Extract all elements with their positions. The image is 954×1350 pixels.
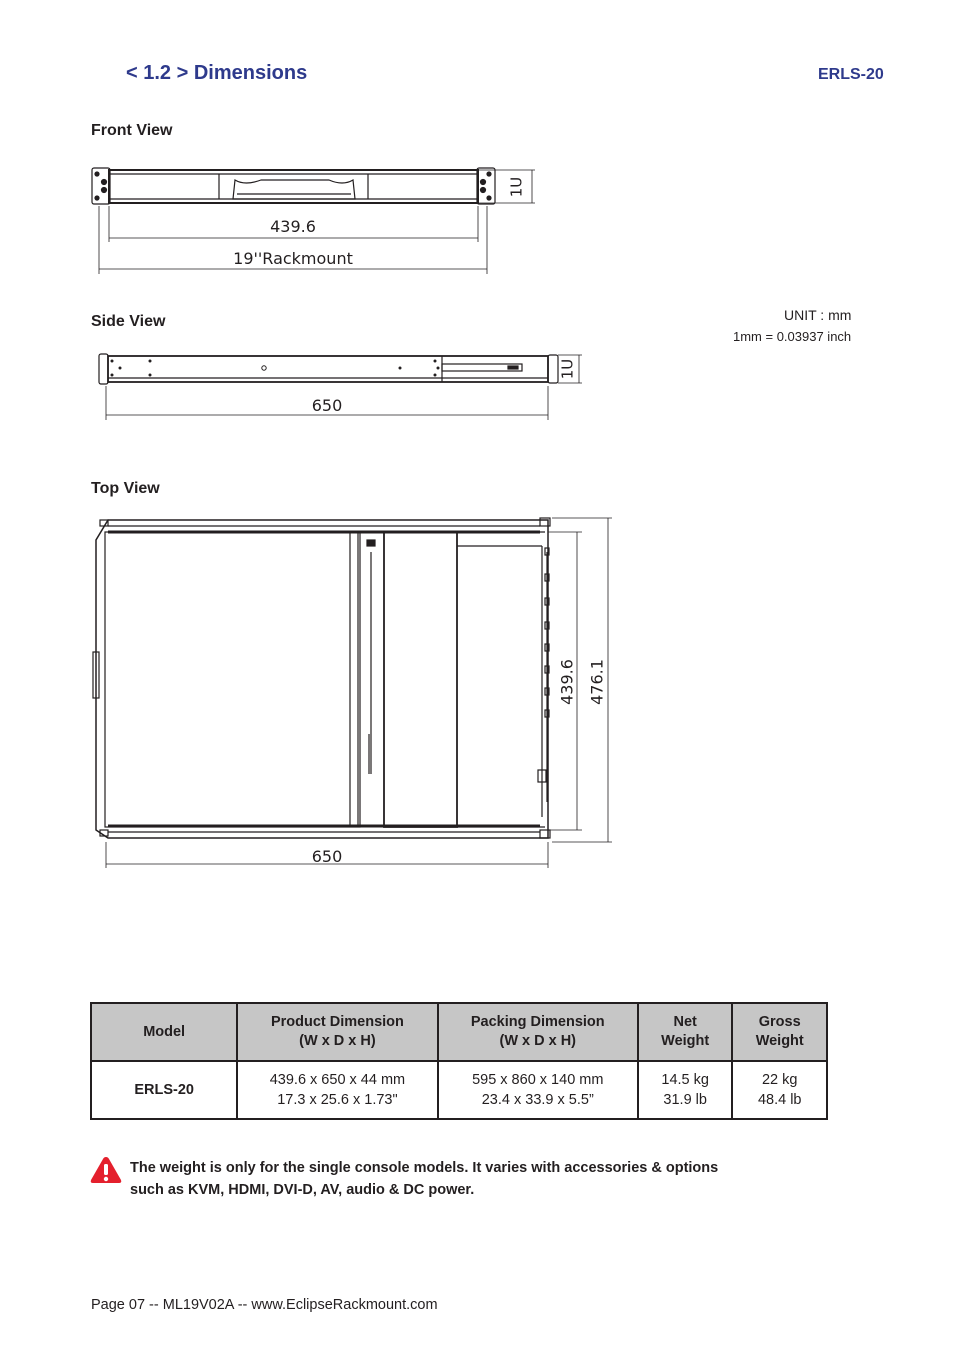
cell-model: ERLS-20 (91, 1061, 237, 1119)
front-view-drawing (85, 160, 550, 278)
side-view-label: Side View (91, 313, 166, 330)
cell-product-dimension: 439.6 x 650 x 44 mm 17.3 x 25.6 x 1.73" (237, 1061, 437, 1119)
top-lcd-panel (105, 532, 360, 827)
front-right-ear (477, 168, 495, 204)
warning-icon (90, 1155, 122, 1185)
front-view-label: Front View (91, 122, 173, 139)
cell-packing-dimension: 595 x 860 x 140 mm 23.4 x 33.9 x 5.5” (438, 1061, 638, 1119)
top-dim-depth: 650 (311, 847, 343, 866)
top-body (96, 520, 548, 838)
side-view-drawing (90, 348, 590, 423)
model-tag: ERLS-20 (818, 66, 884, 83)
top-keyboard (384, 532, 457, 827)
top-view-drawing (90, 512, 620, 877)
header-packing-dimension: Packing Dimension (W x D x H) (438, 1003, 638, 1061)
weight-note (130, 1157, 830, 1201)
header-model: Model (91, 1003, 237, 1061)
side-dim-depth: 650 (311, 396, 343, 415)
page-footer: Page 07 -- ML19V02A -- www.EclipseRackmount.com (91, 1297, 438, 1313)
cell-gross-weight: 22 kg 48.4 lb (732, 1061, 827, 1119)
header-product-dimension: Product Dimension (W x D x H) (237, 1003, 437, 1061)
table-row (91, 1061, 827, 1119)
front-dim-height: 1U (507, 176, 526, 198)
front-body (109, 170, 478, 203)
top-dim-outer: 476.1 (587, 659, 607, 705)
top-dim-inner: 439.6 (557, 659, 577, 705)
spec-table (90, 1002, 828, 1120)
section-title: < 1.2 > Dimensions (126, 62, 308, 84)
header-gross-weight: Gross Weight (732, 1003, 827, 1061)
side-dim-height: 1U (558, 358, 577, 380)
table-header-row (91, 1003, 827, 1061)
cell-net-weight: 14.5 kg 31.9 lb (638, 1061, 733, 1119)
weight-note-line1: The weight is only for the single console models. It varies with accessories & options (130, 1160, 719, 1176)
weight-note-line2: such as KVM, HDMI, DVI-D, AV, audio & DC power. (130, 1182, 475, 1198)
top-view-label: Top View (91, 480, 160, 497)
unit-label: UNIT : mm (784, 307, 852, 323)
front-dim-width: 439.6 (270, 217, 316, 236)
unit-conversion: 1mm = 0.03937 inch (733, 329, 852, 344)
front-dim-rack: 19''Rackmount (233, 249, 353, 268)
header-net-weight: Net Weight (638, 1003, 733, 1061)
